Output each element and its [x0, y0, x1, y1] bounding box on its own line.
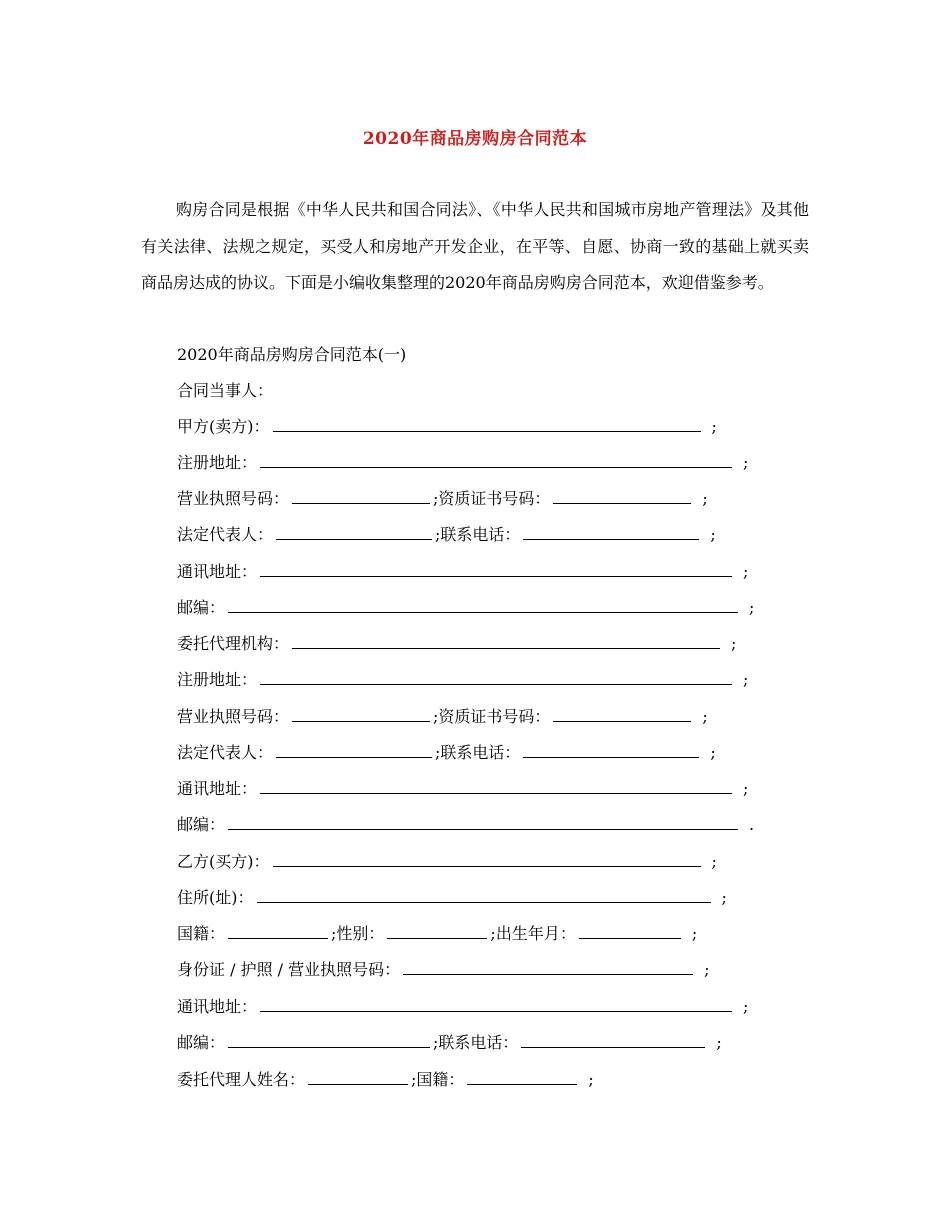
buyer-label: 乙方(买方)： — [177, 852, 270, 871]
semicolon: ; — [702, 489, 708, 508]
agency-row — [177, 632, 736, 656]
license-cert-row-1 — [177, 487, 708, 511]
parties-label-text: 合同当事人： — [177, 381, 274, 400]
postcode-blank[interactable] — [228, 1033, 430, 1048]
cert-blank[interactable] — [553, 489, 691, 504]
legal-rep-label: 法定代表人： — [177, 743, 274, 762]
postcode-label: 邮编： — [177, 815, 226, 834]
postcode-row-2 — [177, 813, 754, 837]
postcode-label: 邮编： — [177, 1033, 226, 1052]
seller-row — [177, 415, 717, 439]
semicolon: ; — [743, 453, 749, 472]
postcode-label: 邮编： — [177, 598, 226, 617]
nationality-gender-birth-row — [177, 922, 697, 946]
semicolon: ; — [710, 743, 716, 762]
semicolon: ; — [588, 1070, 594, 1089]
phone-blank[interactable] — [523, 525, 699, 540]
parties-label — [177, 379, 273, 403]
agent-nationality-label: ;国籍： — [411, 1070, 465, 1089]
residence-label: 住所(址)： — [177, 888, 254, 907]
legal-rep-blank[interactable] — [276, 743, 432, 758]
cert-label: ;资质证书号码： — [433, 489, 551, 508]
phone-blank[interactable] — [521, 1033, 705, 1048]
license-label: 营业执照号码： — [177, 707, 290, 726]
seller-label: 甲方(卖方)： — [177, 417, 270, 436]
document-title: 2020年商品房购房合同范本 — [362, 129, 588, 149]
license-label: 营业执照号码： — [177, 489, 290, 508]
semicolon: ; — [743, 562, 749, 581]
reg-address-row-2 — [177, 668, 748, 692]
postcode-blank[interactable] — [228, 598, 738, 613]
postcode-blank[interactable] — [228, 815, 738, 830]
semicolon: ; — [691, 924, 698, 943]
legal-rep-row-2 — [177, 741, 716, 765]
residence-blank[interactable] — [257, 888, 711, 903]
reg-address-label: 注册地址： — [177, 453, 258, 472]
semicolon: ; — [716, 1033, 722, 1052]
mail-address-label: 通讯地址： — [177, 779, 258, 798]
phone-label: ;联系电话： — [433, 1033, 519, 1052]
residence-row — [177, 886, 727, 910]
semicolon: ; — [749, 598, 755, 617]
section-heading — [177, 343, 406, 367]
reg-address-row-1 — [177, 451, 748, 475]
semicolon: ; — [711, 852, 717, 871]
nationality-label: 国籍： — [177, 924, 226, 943]
agency-label: 委托代理机构： — [177, 634, 290, 653]
birth-label: ;出生年月： — [490, 924, 576, 943]
mail-address-blank[interactable] — [260, 562, 732, 577]
mail-address-blank[interactable] — [260, 997, 732, 1012]
license-blank[interactable] — [292, 489, 430, 504]
buyer-blank[interactable] — [273, 852, 701, 867]
legal-rep-row-1 — [177, 523, 716, 547]
semicolon: ; — [710, 525, 716, 544]
legal-rep-blank[interactable] — [276, 525, 432, 540]
section-heading-text: 2020年商品房购房合同范本(一) — [177, 345, 407, 364]
nationality-blank[interactable] — [228, 924, 328, 939]
gender-blank[interactable] — [387, 924, 487, 939]
mail-address-row-1 — [177, 560, 748, 584]
license-cert-row-2 — [177, 705, 708, 729]
intro-paragraph: 购房合同是根据《中华人民共和国合同法》、《中华人民共和国城市房地产管理法》及其他有关法律、法规之规定，买受人和房地产开发企业，在平等、自愿、协商一致的基础上就买卖商品房达成的协议。下面是小编收集整理的2020年商品房购房合同范本，欢迎借鉴参考。 — [141, 200, 809, 292]
agent-name-blank[interactable] — [308, 1070, 408, 1085]
buyer-row — [177, 850, 717, 874]
semicolon: ; — [702, 707, 708, 726]
agent-name-label: 委托代理人姓名： — [177, 1070, 306, 1089]
mail-address-label: 通讯地址： — [177, 997, 258, 1016]
id-number-blank[interactable] — [403, 960, 693, 975]
semicolon: ; — [721, 888, 727, 907]
agent-nationality-blank[interactable] — [467, 1070, 577, 1085]
agent-row — [177, 1068, 594, 1092]
postcode-phone-row — [177, 1031, 722, 1055]
semicolon: ; — [743, 670, 749, 689]
legal-rep-label: 法定代表人： — [177, 525, 274, 544]
agency-blank[interactable] — [292, 634, 720, 649]
semicolon: ; — [704, 960, 710, 979]
semicolon: ; — [743, 997, 749, 1016]
birth-blank[interactable] — [579, 924, 681, 939]
mail-address-blank[interactable] — [260, 779, 732, 794]
semicolon: ; — [711, 417, 717, 436]
reg-address-label: 注册地址： — [177, 670, 258, 689]
cert-blank[interactable] — [553, 707, 691, 722]
postcode-row-1 — [177, 596, 754, 620]
license-blank[interactable] — [292, 707, 430, 722]
semicolon: ; — [731, 634, 737, 653]
cert-label: ;资质证书号码： — [433, 707, 551, 726]
seller-blank[interactable] — [273, 417, 701, 432]
id-number-row — [177, 958, 710, 982]
id-number-label: 身份证 / 护照 / 营业执照号码： — [177, 960, 401, 979]
phone-blank[interactable] — [523, 743, 699, 758]
gender-label: ;性别： — [331, 924, 385, 943]
mail-address-label: 通讯地址： — [177, 562, 258, 581]
mail-address-row-2 — [177, 777, 748, 801]
semicolon: ; — [743, 779, 749, 798]
period: . — [749, 815, 755, 834]
mail-address-row-3 — [177, 995, 748, 1019]
reg-address-blank[interactable] — [260, 670, 732, 685]
phone-label: ;联系电话： — [435, 525, 521, 544]
phone-label: ;联系电话： — [435, 743, 521, 762]
reg-address-blank[interactable] — [260, 453, 732, 468]
